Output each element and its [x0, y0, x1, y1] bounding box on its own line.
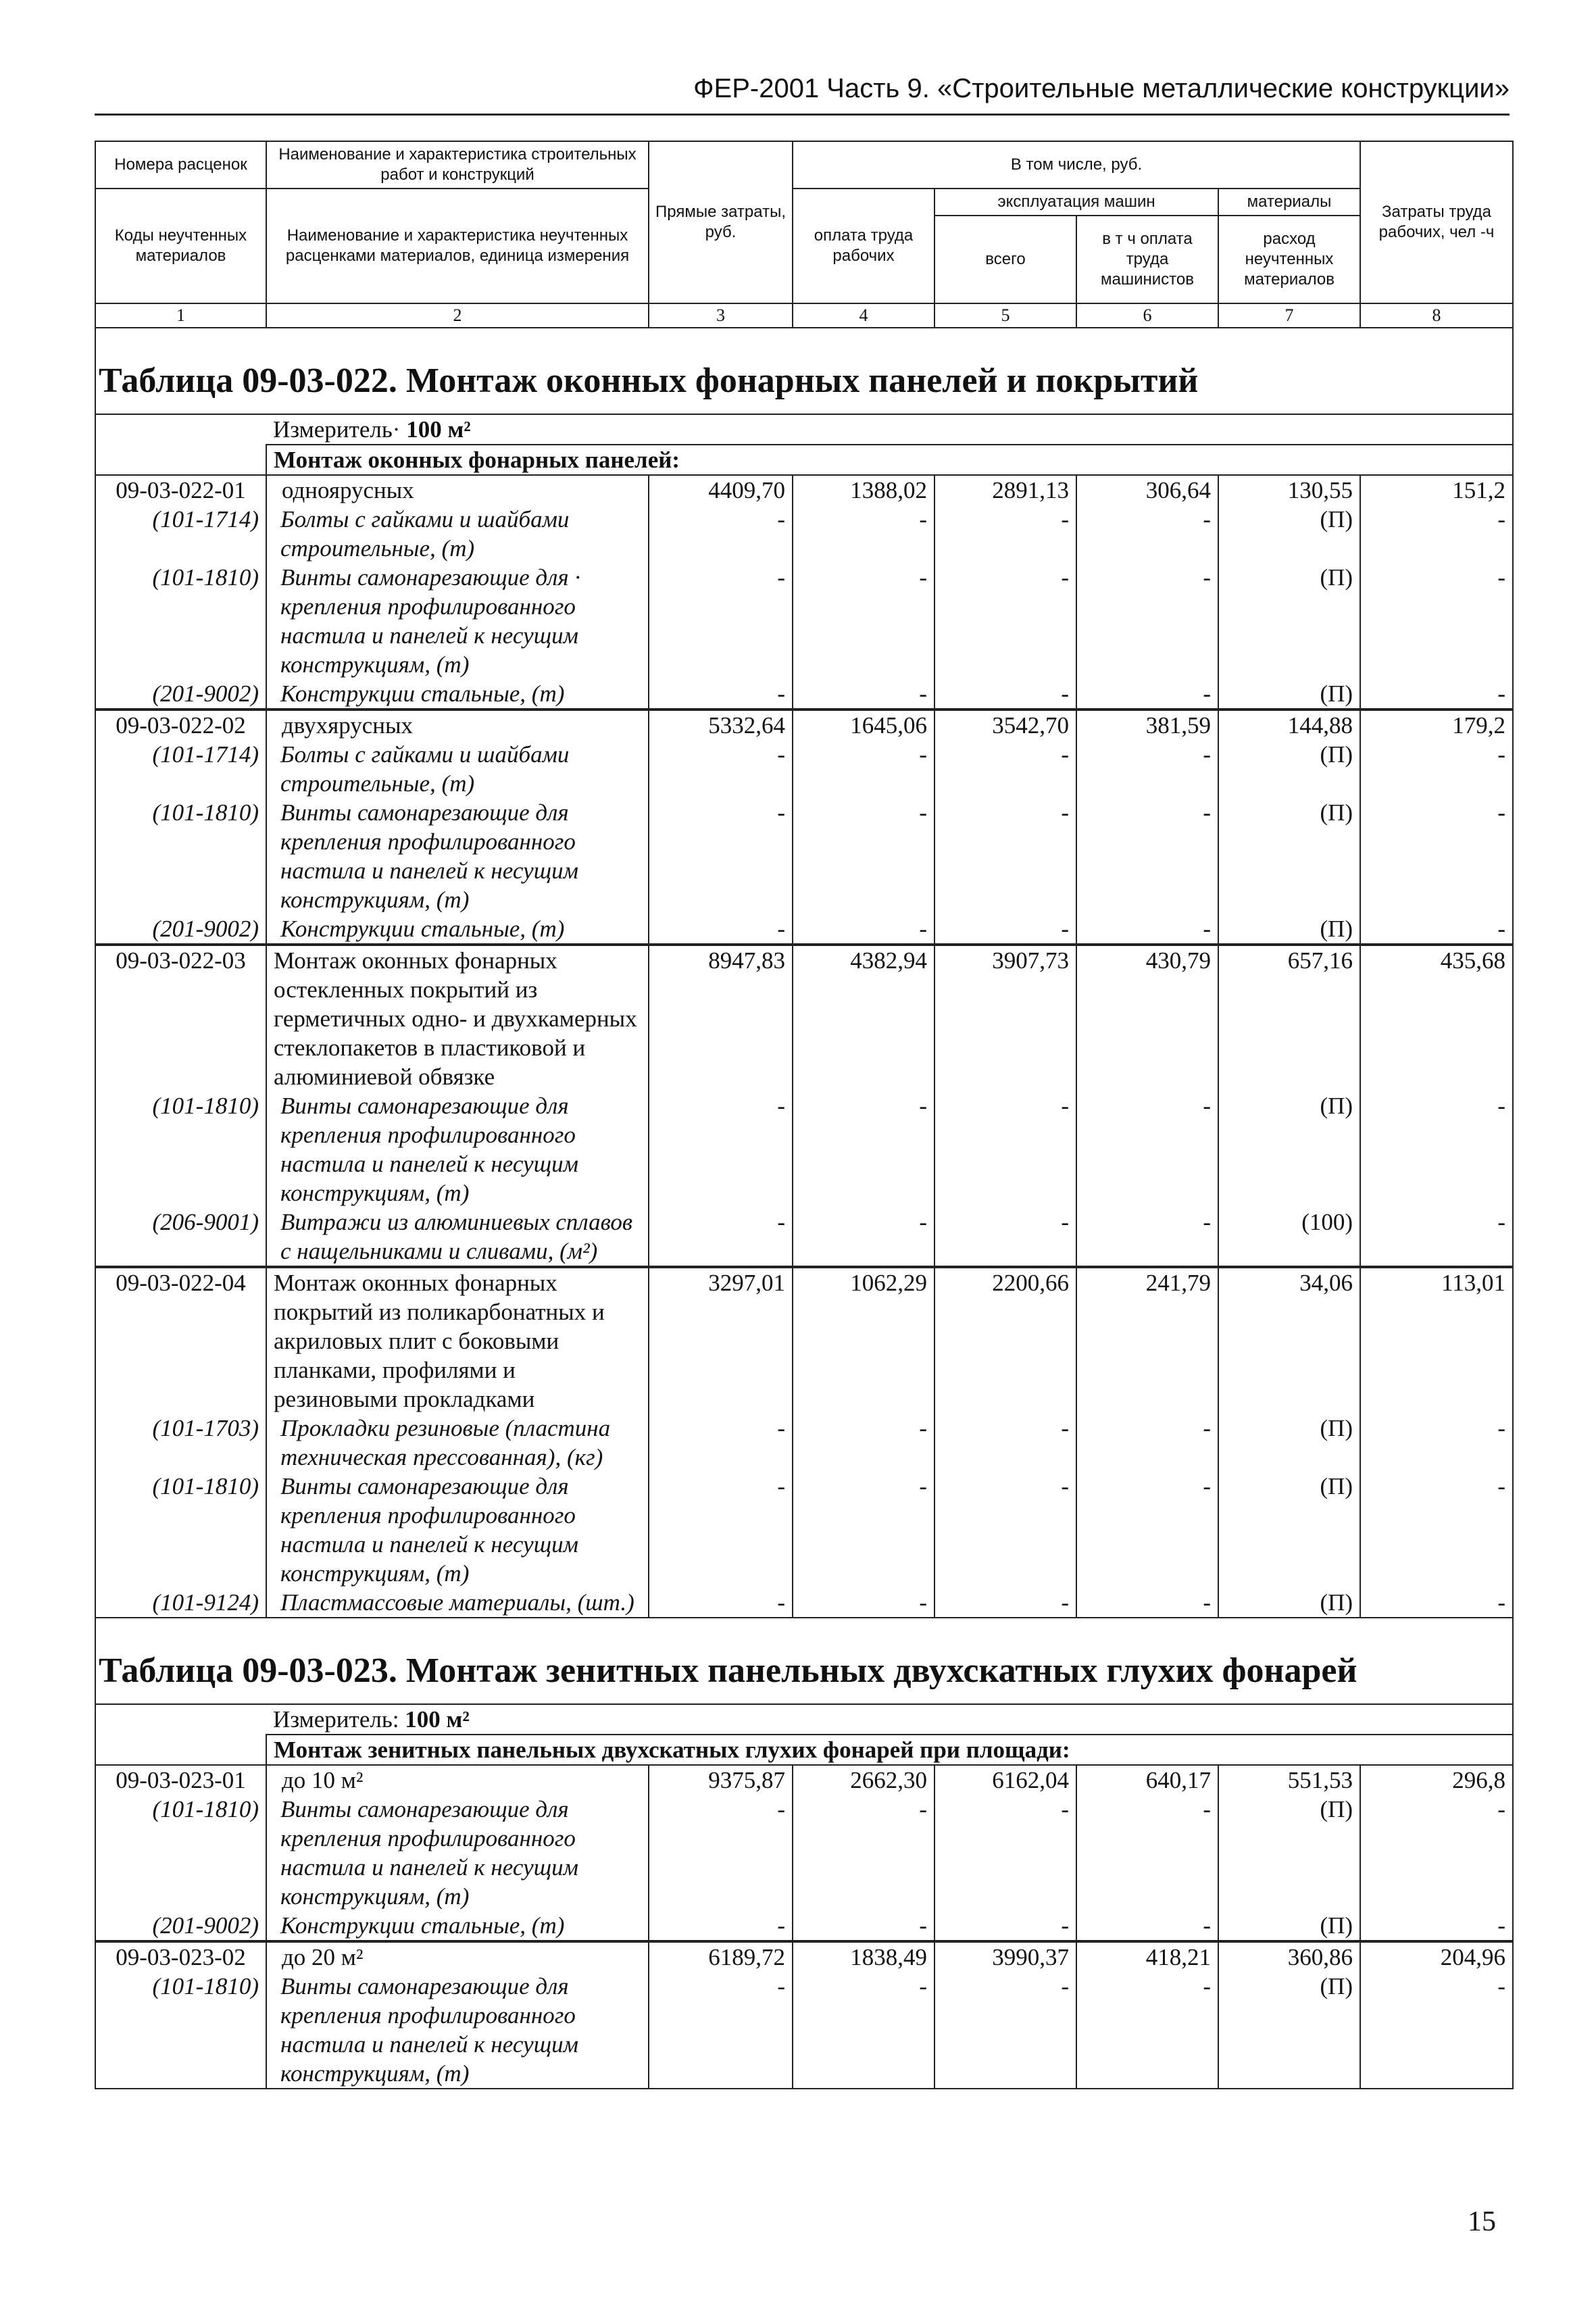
direct-costs-value: - [649, 1588, 793, 1618]
materials-value: (П) [1218, 1091, 1360, 1208]
material-code: (101-1810) [95, 798, 266, 914]
worker-pay-value: - [793, 798, 934, 914]
group-spacer [95, 445, 266, 475]
machinist-pay-value: - [1076, 914, 1218, 945]
header-col1-bottom: Коды неучтенных материалов [95, 189, 266, 303]
machines-total-value: - [934, 1911, 1076, 1941]
machines-total-value: 2200,66 [934, 1267, 1076, 1414]
measure-label: Измеритель· [273, 416, 407, 443]
material-row [95, 1795, 1513, 1911]
materials-value: 551,53 [1218, 1765, 1360, 1795]
group-spacer [95, 1735, 266, 1765]
material-description: Винты самонарезающие для крепления профилированного настила и панелей к несущим конструкциям, (т) [266, 1472, 649, 1588]
machines-total-value: - [934, 505, 1076, 563]
labor-costs-value: - [1360, 505, 1513, 563]
rate-row [95, 1267, 1513, 1414]
machinist-pay-value: - [1076, 1972, 1218, 2089]
material-description: Винты самонарезающие для · крепления профилированного настила и панелей к несущим конструкциям, (т) [266, 563, 649, 679]
page-number: 15 [1468, 2206, 1496, 2237]
material-row [95, 1208, 1513, 1267]
machines-total-value: - [934, 1588, 1076, 1618]
header-materials: материалы [1218, 189, 1360, 216]
header-worker-pay: оплата труда рабочих [793, 189, 934, 303]
direct-costs-value: - [649, 1414, 793, 1472]
machinist-pay-value: 306,64 [1076, 475, 1218, 505]
rate-code: 09-03-022-01 [95, 475, 266, 505]
machinist-pay-value: - [1076, 798, 1218, 914]
section-title-row [95, 1618, 1513, 1704]
material-row [95, 1091, 1513, 1208]
material-row [95, 1414, 1513, 1472]
group-heading-row [95, 1735, 1513, 1765]
rate-code: 09-03-022-03 [95, 945, 266, 1091]
header-col1-top: Номера расценок [95, 141, 266, 189]
direct-costs-value: 8947,83 [649, 945, 793, 1091]
measure-value: 100 м² [405, 1706, 470, 1733]
machines-total-value: 6162,04 [934, 1765, 1076, 1795]
material-description: Конструкции стальные, (т) [266, 1911, 649, 1941]
material-description: Винты самонарезающие для крепления профилированного настила и панелей к несущим конструкциям, (т) [266, 798, 649, 914]
machinist-pay-value: - [1076, 1911, 1218, 1941]
group-heading: Монтаж зенитных панельных двухскатных глухих фонарей при площади: [266, 1735, 1513, 1765]
rate-code: 09-03-022-02 [95, 710, 266, 740]
labor-costs-value: - [1360, 914, 1513, 945]
rate-description: Монтаж оконных фонарных покрытий из поликарбонатных и акриловых плит с боковыми планками, профилями и резиновыми прокладками [266, 1267, 649, 1414]
material-description: Болты с гайками и шайбами строительные, (т) [266, 740, 649, 798]
rate-code: 09-03-022-04 [95, 1267, 266, 1414]
column-number: 6 [1076, 303, 1218, 328]
direct-costs-value: 9375,87 [649, 1765, 793, 1795]
machines-total-value: 3990,37 [934, 1941, 1076, 1972]
labor-costs-value: - [1360, 1414, 1513, 1472]
machinist-pay-value: - [1076, 1414, 1218, 1472]
worker-pay-value: - [793, 1414, 934, 1472]
worker-pay-value: - [793, 1472, 934, 1588]
worker-pay-value: - [793, 563, 934, 679]
rate-row [95, 475, 1513, 505]
table-header [95, 141, 1513, 328]
material-code: (201-9002) [95, 1911, 266, 1941]
measure-row [95, 1704, 1513, 1735]
machines-total-value: - [934, 679, 1076, 710]
rate-row [95, 1941, 1513, 1972]
direct-costs-value: - [649, 1795, 793, 1911]
materials-value: 144,88 [1218, 710, 1360, 740]
machinist-pay-value: - [1076, 1472, 1218, 1588]
worker-pay-value: - [793, 505, 934, 563]
header-direct-costs: Прямые затраты, руб. [649, 141, 793, 303]
worker-pay-value: - [793, 914, 934, 945]
material-code: (101-1714) [95, 505, 266, 563]
header-col2-bottom: Наименование и характеристика неучтенных расценками материалов, единица измерения [266, 189, 649, 303]
direct-costs-value: 4409,70 [649, 475, 793, 505]
direct-costs-value: - [649, 1911, 793, 1941]
machines-total-value: - [934, 914, 1076, 945]
machines-total-value: 2891,13 [934, 475, 1076, 505]
measure-cell [266, 414, 1513, 445]
direct-costs-value: - [649, 914, 793, 945]
material-description: Прокладки резиновые (пластина техническая прессованная), (кг) [266, 1414, 649, 1472]
materials-value: (П) [1218, 1414, 1360, 1472]
machinist-pay-value: - [1076, 1091, 1218, 1208]
labor-costs-value: 179,2 [1360, 710, 1513, 740]
machinist-pay-value: - [1076, 1588, 1218, 1618]
materials-value: 360,86 [1218, 1941, 1360, 1972]
group-heading-row [95, 445, 1513, 475]
header-including: В том числе, руб. [793, 141, 1360, 189]
labor-costs-value: 204,96 [1360, 1941, 1513, 1972]
machines-total-value: - [934, 1414, 1076, 1472]
measure-value: 100 м² [406, 416, 471, 443]
column-numbers-row [95, 303, 1513, 328]
materials-value: (П) [1218, 1911, 1360, 1941]
column-number: 7 [1218, 303, 1360, 328]
machinist-pay-value: - [1076, 740, 1218, 798]
machines-total-value: - [934, 1795, 1076, 1911]
direct-costs-value: 3297,01 [649, 1267, 793, 1414]
direct-costs-value: 6189,72 [649, 1941, 793, 1972]
worker-pay-value: - [793, 679, 934, 710]
direct-costs-value: - [649, 740, 793, 798]
material-description: Конструкции стальные, (т) [266, 679, 649, 710]
machinist-pay-value: 241,79 [1076, 1267, 1218, 1414]
machinist-pay-value: - [1076, 1795, 1218, 1911]
labor-costs-value: 296,8 [1360, 1765, 1513, 1795]
machinist-pay-value: - [1076, 679, 1218, 710]
materials-value: (П) [1218, 505, 1360, 563]
materials-value: (П) [1218, 1972, 1360, 2089]
worker-pay-value: - [793, 1091, 934, 1208]
header-col2-top: Наименование и характеристика строительных работ и конструкций [266, 141, 649, 189]
labor-costs-value: - [1360, 1472, 1513, 1588]
direct-costs-value: - [649, 1472, 793, 1588]
machinist-pay-value: 430,79 [1076, 945, 1218, 1091]
worker-pay-value: - [793, 1208, 934, 1267]
column-number: 4 [793, 303, 934, 328]
labor-costs-value: 435,68 [1360, 945, 1513, 1091]
worker-pay-value: - [793, 1588, 934, 1618]
direct-costs-value: - [649, 1208, 793, 1267]
machinist-pay-value: 640,17 [1076, 1765, 1218, 1795]
measure-row [95, 414, 1513, 445]
worker-pay-value: 4382,94 [793, 945, 934, 1091]
rate-description: двухярусных [266, 710, 649, 740]
material-row [95, 1588, 1513, 1618]
column-number: 8 [1360, 303, 1513, 328]
machines-total-value: 3907,73 [934, 945, 1076, 1091]
section-title: Таблица 09-03-022. Монтаж оконных фонарных панелей и покрытий [95, 328, 1513, 414]
group-heading: Монтаж оконных фонарных панелей: [266, 445, 1513, 475]
machinist-pay-value: - [1076, 1208, 1218, 1267]
labor-costs-value: - [1360, 798, 1513, 914]
labor-costs-value: - [1360, 1911, 1513, 1941]
machinist-pay-value: 418,21 [1076, 1941, 1218, 1972]
machines-total-value: - [934, 798, 1076, 914]
header-machine-operation: эксплуатация машин [934, 189, 1218, 216]
material-row [95, 563, 1513, 679]
table-body [95, 328, 1513, 2089]
material-code: (101-1810) [95, 563, 266, 679]
section-title-row [95, 328, 1513, 414]
materials-value: (П) [1218, 563, 1360, 679]
direct-costs-value: - [649, 1972, 793, 2089]
direct-costs-value: - [649, 1091, 793, 1208]
rate-row [95, 945, 1513, 1091]
worker-pay-value: 1838,49 [793, 1941, 934, 1972]
column-number: 5 [934, 303, 1076, 328]
machines-total-value: 3542,70 [934, 710, 1076, 740]
material-description: Винты самонарезающие для крепления профилированного настила и панелей к несущим конструкциям, (т) [266, 1972, 649, 2089]
measure-spacer [95, 414, 266, 445]
rate-description: до 20 м² [266, 1941, 649, 1972]
rate-code: 09-03-023-01 [95, 1765, 266, 1795]
material-code: (101-1810) [95, 1472, 266, 1588]
material-code: (201-9002) [95, 679, 266, 710]
labor-costs-value: - [1360, 563, 1513, 679]
materials-value: (П) [1218, 740, 1360, 798]
header-unaccounted-materials: расход неучтенных материалов [1218, 216, 1360, 303]
material-code: (101-9124) [95, 1588, 266, 1618]
material-row [95, 505, 1513, 563]
labor-costs-value: 113,01 [1360, 1267, 1513, 1414]
material-description: Винты самонарезающие для крепления профилированного настила и панелей к несущим конструкциям, (т) [266, 1795, 649, 1911]
worker-pay-value: - [793, 1795, 934, 1911]
worker-pay-value: - [793, 740, 934, 798]
rate-row [95, 710, 1513, 740]
running-header [95, 65, 1510, 116]
worker-pay-value: 2662,30 [793, 1765, 934, 1795]
measure-label: Измеритель: [273, 1706, 405, 1733]
rates-table [95, 141, 1514, 2089]
material-code: (201-9002) [95, 914, 266, 945]
machines-total-value: - [934, 563, 1076, 679]
materials-value: 657,16 [1218, 945, 1360, 1091]
machines-total-value: - [934, 1472, 1076, 1588]
direct-costs-value: - [649, 798, 793, 914]
machines-total-value: - [934, 1972, 1076, 2089]
worker-pay-value: 1645,06 [793, 710, 934, 740]
machines-total-value: - [934, 740, 1076, 798]
machines-total-value: - [934, 1091, 1076, 1208]
labor-costs-value: - [1360, 1972, 1513, 2089]
material-code: (206-9001) [95, 1208, 266, 1267]
rate-description: до 10 м² [266, 1765, 649, 1795]
material-row [95, 1972, 1513, 2089]
section-title: Таблица 09-03-023. Монтаж зенитных панельных двухскатных глухих фонарей [95, 1618, 1513, 1704]
column-number: 2 [266, 303, 649, 328]
labor-costs-value: - [1360, 679, 1513, 710]
worker-pay-value: 1388,02 [793, 475, 934, 505]
materials-value: (П) [1218, 1588, 1360, 1618]
material-description: Винты самонарезающие для крепления профилированного настила и панелей к несущим конструкциям, (т) [266, 1091, 649, 1208]
materials-value: (П) [1218, 679, 1360, 710]
material-row [95, 914, 1513, 945]
rate-code: 09-03-023-02 [95, 1941, 266, 1972]
material-code: (101-1810) [95, 1091, 266, 1208]
rate-row [95, 1765, 1513, 1795]
material-row [95, 1472, 1513, 1588]
material-description: Витражи из алюминиевых сплавов с нащельниками и сливами, (м²) [266, 1208, 649, 1267]
materials-value: (П) [1218, 1795, 1360, 1911]
material-code: (101-1810) [95, 1972, 266, 2089]
worker-pay-value: - [793, 1911, 934, 1941]
direct-costs-value: - [649, 679, 793, 710]
labor-costs-value: - [1360, 740, 1513, 798]
materials-value: 34,06 [1218, 1267, 1360, 1414]
measure-spacer [95, 1704, 266, 1735]
material-row [95, 798, 1513, 914]
material-code: (101-1810) [95, 1795, 266, 1911]
labor-costs-value: 151,2 [1360, 475, 1513, 505]
labor-costs-value: - [1360, 1588, 1513, 1618]
rate-description: Монтаж оконных фонарных остекленных покрытий из герметичных одно- и двухкамерных стеклопакетов в пластиковой и алюминиевой обвязке [266, 945, 649, 1091]
material-description: Конструкции стальные, (т) [266, 914, 649, 945]
material-description: Пластмассовые материалы, (шт.) [266, 1588, 649, 1618]
material-code: (101-1714) [95, 740, 266, 798]
labor-costs-value: - [1360, 1091, 1513, 1208]
labor-costs-value: - [1360, 1208, 1513, 1267]
machines-total-value: - [934, 1208, 1076, 1267]
worker-pay-value: - [793, 1972, 934, 2089]
materials-value: (П) [1218, 914, 1360, 945]
materials-value: (100) [1218, 1208, 1360, 1267]
worker-pay-value: 1062,29 [793, 1267, 934, 1414]
materials-value: (П) [1218, 1472, 1360, 1588]
material-row [95, 740, 1513, 798]
materials-value: (П) [1218, 798, 1360, 914]
direct-costs-value: - [649, 505, 793, 563]
measure-cell [266, 1704, 1513, 1735]
rate-description: одноярусных [266, 475, 649, 505]
column-number: 1 [95, 303, 266, 328]
running-title: ФЕР-2001 Часть 9. «Строительные металлические конструкции» [693, 74, 1510, 103]
material-row [95, 679, 1513, 710]
machinist-pay-value: - [1076, 563, 1218, 679]
material-code: (101-1703) [95, 1414, 266, 1472]
machinist-pay-value: 381,59 [1076, 710, 1218, 740]
header-machinist-pay: в т ч оплата труда машинистов [1076, 216, 1218, 303]
material-row [95, 1911, 1513, 1941]
header-machines-total: всего [934, 216, 1076, 303]
direct-costs-value: - [649, 563, 793, 679]
machinist-pay-value: - [1076, 505, 1218, 563]
material-description: Болты с гайками и шайбами строительные, (т) [266, 505, 649, 563]
header-labor-costs: Затраты труда рабочих, чел -ч [1360, 141, 1513, 303]
column-number: 3 [649, 303, 793, 328]
direct-costs-value: 5332,64 [649, 710, 793, 740]
labor-costs-value: - [1360, 1795, 1513, 1911]
materials-value: 130,55 [1218, 475, 1360, 505]
